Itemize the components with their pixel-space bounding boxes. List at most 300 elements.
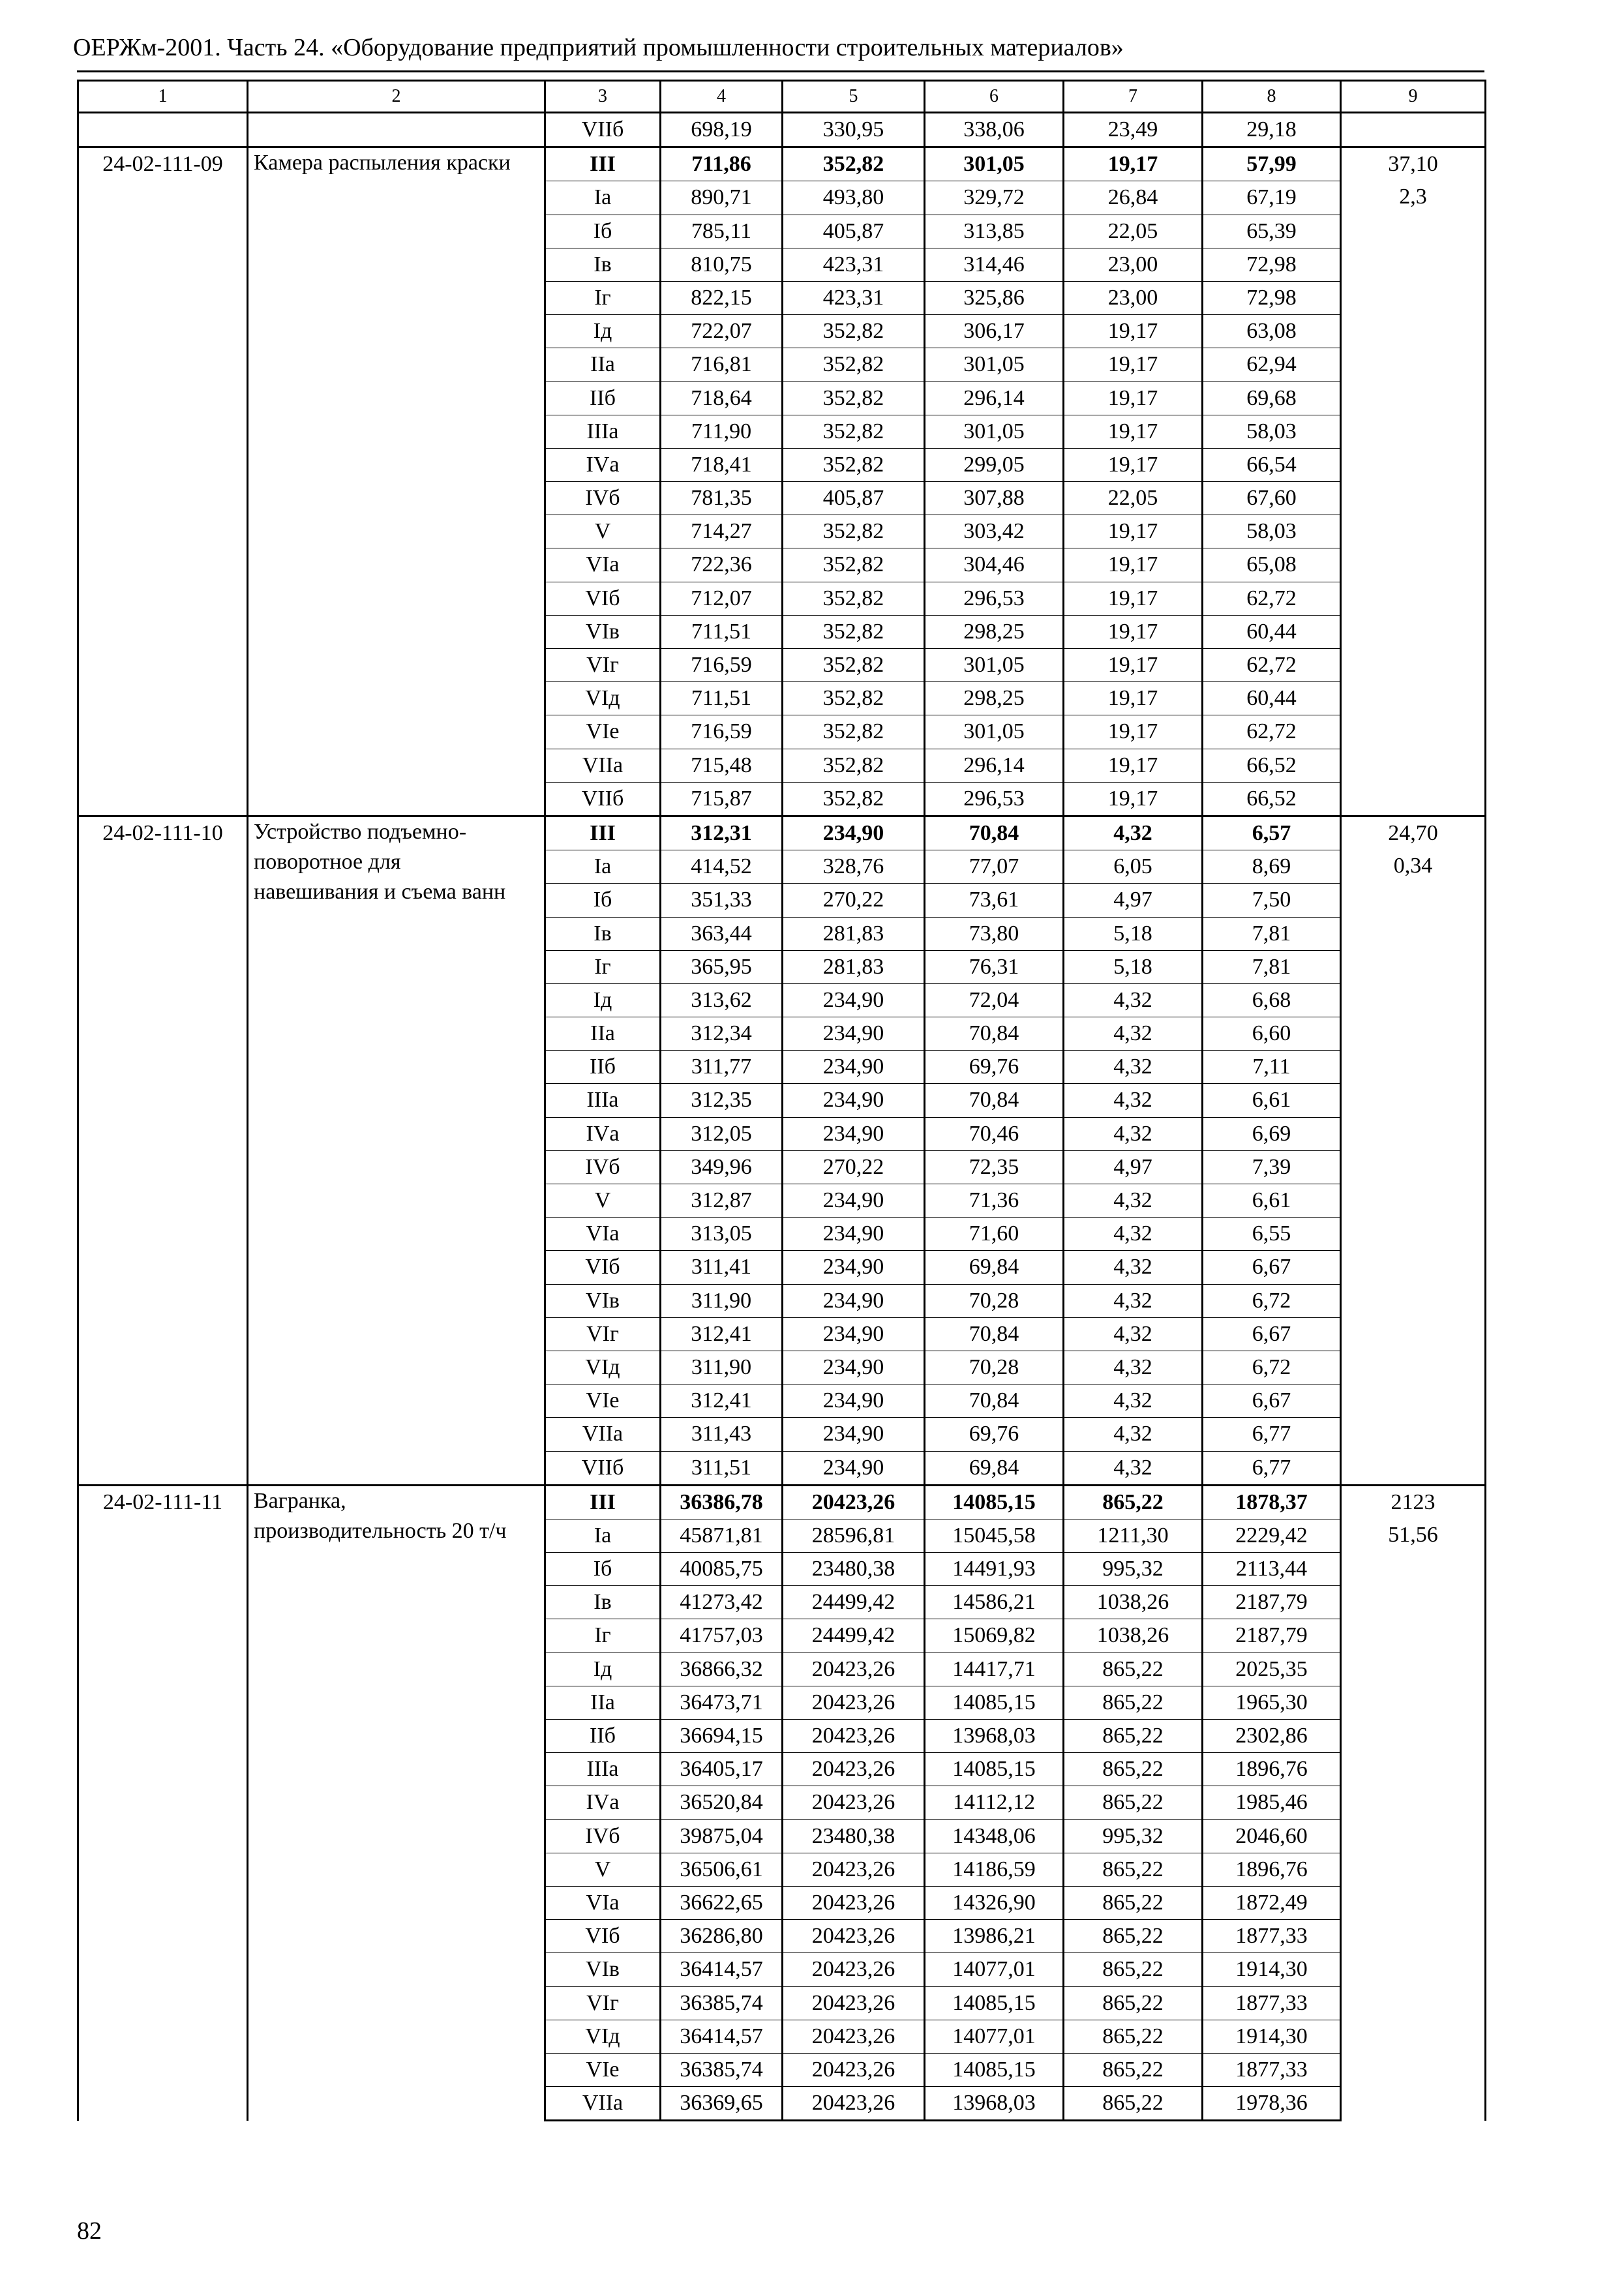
price-cell: 313,05 [661,1218,783,1251]
material-cell: 2113,44 [1203,1553,1341,1586]
material-cell: 6,55 [1203,1218,1341,1251]
machine-cell: 70,84 [925,816,1064,850]
column-number: 8 [1203,81,1341,113]
condition-cell: VIе [545,2053,661,2086]
material-cell: 65,39 [1203,215,1341,248]
wage-cell: 234,90 [783,1384,925,1418]
machine-cell: 14417,71 [925,1653,1064,1686]
wage-cell: 405,87 [783,215,925,248]
price-cell: 311,43 [661,1418,783,1451]
material-cell: 7,11 [1203,1051,1341,1084]
wage-cell: 330,95 [783,113,925,147]
coef-cell [1341,113,1486,147]
price-cell: 890,71 [661,181,783,215]
machine-cell: 325,86 [925,281,1064,314]
operator-wage-cell: 4,32 [1064,1351,1203,1384]
coefficient-value: 2123 [1391,1489,1436,1514]
material-cell: 67,19 [1203,181,1341,215]
coefficient-value: 51,56 [1388,1522,1438,1547]
machine-cell: 301,05 [925,415,1064,448]
condition-cell: IVа [545,448,661,481]
price-cell: 311,90 [661,1284,783,1317]
column-number: 9 [1341,81,1486,113]
material-cell: 6,61 [1203,1184,1341,1218]
condition-cell: IVа [545,1786,661,1819]
wage-cell: 352,82 [783,749,925,782]
wage-cell: 20423,26 [783,1853,925,1886]
rate-name-line: Вагранка, [254,1488,346,1513]
material-cell: 6,67 [1203,1317,1341,1351]
operator-wage-cell: 995,32 [1064,1819,1203,1853]
price-cell: 39875,04 [661,1819,783,1853]
column-number: 5 [783,81,925,113]
column-number: 4 [661,81,783,113]
wage-cell: 423,31 [783,281,925,314]
operator-wage-cell: 865,22 [1064,1986,1203,2020]
operator-wage-cell: 865,22 [1064,1953,1203,1986]
wage-cell: 352,82 [783,582,925,615]
wage-cell: 20423,26 [783,1886,925,1919]
wage-cell: 234,90 [783,1017,925,1051]
operator-wage-cell: 4,32 [1064,1418,1203,1451]
wage-cell: 234,90 [783,1251,925,1284]
condition-cell: Iа [545,850,661,884]
operator-wage-cell: 19,17 [1064,548,1203,582]
condition-cell: IIб [545,1051,661,1084]
material-cell: 7,39 [1203,1150,1341,1184]
rate-name [248,147,545,816]
material-cell: 6,67 [1203,1384,1341,1418]
column-number-row [78,81,1486,113]
operator-wage-cell: 4,32 [1064,1051,1203,1084]
price-cell: 40085,75 [661,1553,783,1586]
operator-wage-cell: 865,22 [1064,1653,1203,1686]
operator-wage-cell: 865,22 [1064,2053,1203,2086]
material-cell: 1914,30 [1203,1953,1341,1986]
operator-wage-cell: 4,32 [1064,1184,1203,1218]
price-cell: 312,31 [661,816,783,850]
condition-cell: VIг [545,1986,661,2020]
material-cell: 6,61 [1203,1084,1341,1117]
operator-wage-cell: 4,32 [1064,1451,1203,1485]
machine-cell: 301,05 [925,649,1064,682]
price-cell: 311,90 [661,1351,783,1384]
machine-cell: 314,46 [925,248,1064,281]
price-cell: 45871,81 [661,1519,783,1552]
document-header: ОЕРЖм-2001. Часть 24. «Оборудование предприятий промышленности строительных материалов» [73,34,1124,61]
wage-cell: 281,83 [783,917,925,950]
material-cell: 6,77 [1203,1451,1341,1485]
material-cell: 1872,49 [1203,1886,1341,1919]
condition-cell: VIг [545,1317,661,1351]
column-number: 1 [78,81,248,113]
machine-cell: 14077,01 [925,1953,1064,1986]
condition-cell: Iв [545,1586,661,1619]
material-cell: 2187,79 [1203,1586,1341,1619]
wage-cell: 234,90 [783,1051,925,1084]
wage-cell: 281,83 [783,950,925,983]
condition-cell: III [545,147,661,181]
condition-cell: VIв [545,615,661,648]
wage-cell: 270,22 [783,1150,925,1184]
condition-cell: IIб [545,1720,661,1753]
price-table [77,80,1486,2121]
wage-cell: 352,82 [783,615,925,648]
price-cell: 36385,74 [661,2053,783,2086]
machine-cell: 13968,03 [925,1720,1064,1753]
price-cell: 698,19 [661,113,783,147]
condition-cell: VIIа [545,1418,661,1451]
material-cell: 66,52 [1203,749,1341,782]
price-cell: 718,41 [661,448,783,481]
column-number: 6 [925,81,1064,113]
condition-cell: Iд [545,1653,661,1686]
material-cell: 6,67 [1203,1251,1341,1284]
price-cell: 36866,32 [661,1653,783,1686]
price-cell: 365,95 [661,950,783,983]
machine-cell: 14348,06 [925,1819,1064,1853]
price-cell: 36414,57 [661,1953,783,1986]
operator-wage-cell: 22,05 [1064,482,1203,515]
machine-cell: 14085,15 [925,2053,1064,2086]
price-cell: 311,77 [661,1051,783,1084]
machine-cell: 304,46 [925,548,1064,582]
machine-cell: 15045,58 [925,1519,1064,1552]
machine-cell: 14085,15 [925,1686,1064,1719]
operator-wage-cell: 865,22 [1064,1853,1203,1886]
wage-cell: 270,22 [783,884,925,917]
machine-cell: 70,84 [925,1084,1064,1117]
condition-cell: IVб [545,1150,661,1184]
condition-cell: VIд [545,682,661,715]
material-cell: 62,72 [1203,715,1341,749]
condition-cell: VIа [545,548,661,582]
machine-cell: 301,05 [925,348,1064,382]
condition-cell: Iд [545,983,661,1017]
material-cell: 7,50 [1203,884,1341,917]
wage-cell: 234,90 [783,1418,925,1451]
operator-wage-cell: 4,32 [1064,1117,1203,1150]
condition-cell: Iа [545,1519,661,1552]
condition-cell: VIIа [545,749,661,782]
rate-code: 24-02-111-11 [78,1485,248,2121]
material-cell: 2025,35 [1203,1653,1341,1686]
operator-wage-cell: 5,18 [1064,950,1203,983]
wage-cell: 28596,81 [783,1519,925,1552]
wage-cell: 405,87 [783,482,925,515]
machine-cell: 14085,15 [925,1753,1064,1786]
wage-cell: 20423,26 [783,1686,925,1719]
condition-cell: VIб [545,1251,661,1284]
wage-cell: 24499,42 [783,1619,925,1653]
wage-cell: 352,82 [783,515,925,548]
material-cell: 7,81 [1203,917,1341,950]
price-cell: 712,07 [661,582,783,615]
condition-cell: Iа [545,181,661,215]
wage-cell: 352,82 [783,782,925,816]
operator-wage-cell: 865,22 [1064,1753,1203,1786]
operator-wage-cell: 19,17 [1064,315,1203,348]
operator-wage-cell: 1038,26 [1064,1586,1203,1619]
rate-name [248,816,545,1485]
price-cell: 716,81 [661,348,783,382]
price-cell: 36286,80 [661,1920,783,1953]
price-cell: 781,35 [661,482,783,515]
code-cell [78,113,248,147]
machine-cell: 70,84 [925,1317,1064,1351]
machine-cell: 307,88 [925,482,1064,515]
material-cell: 6,72 [1203,1284,1341,1317]
material-cell: 6,77 [1203,1418,1341,1451]
operator-wage-cell: 865,22 [1064,1786,1203,1819]
wage-cell: 20423,26 [783,1485,925,1519]
operator-wage-cell: 19,17 [1064,582,1203,615]
operator-wage-cell: 19,17 [1064,382,1203,415]
header-rule [77,70,1484,72]
operator-wage-cell: 19,17 [1064,147,1203,181]
condition-cell: III [545,816,661,850]
operator-wage-cell: 995,32 [1064,1553,1203,1586]
material-cell: 65,08 [1203,548,1341,582]
wage-cell: 352,82 [783,448,925,481]
wage-cell: 352,82 [783,548,925,582]
material-cell: 1896,76 [1203,1753,1341,1786]
material-cell: 72,98 [1203,281,1341,314]
price-cell: 41273,42 [661,1586,783,1619]
rate-code: 24-02-111-09 [78,147,248,816]
operator-wage-cell: 22,05 [1064,215,1203,248]
machine-cell: 296,53 [925,582,1064,615]
operator-wage-cell: 4,32 [1064,816,1203,850]
machine-cell: 306,17 [925,315,1064,348]
table-body [78,81,1486,2121]
condition-cell: Iг [545,281,661,314]
material-cell: 1985,46 [1203,1786,1341,1819]
operator-wage-cell: 4,32 [1064,1218,1203,1251]
operator-wage-cell: 865,22 [1064,2087,1203,2121]
machine-cell: 14085,15 [925,1485,1064,1519]
operator-wage-cell: 23,00 [1064,281,1203,314]
machine-cell: 14077,01 [925,2020,1064,2053]
material-cell: 1896,76 [1203,1853,1341,1886]
material-cell: 1877,33 [1203,1920,1341,1953]
wage-cell: 234,90 [783,1317,925,1351]
condition-cell: Iв [545,248,661,281]
material-cell: 62,72 [1203,582,1341,615]
machine-cell: 301,05 [925,715,1064,749]
operator-wage-cell: 19,17 [1064,348,1203,382]
price-cell: 36405,17 [661,1753,783,1786]
condition-cell: Iб [545,215,661,248]
machine-cell: 299,05 [925,448,1064,481]
machine-cell: 14586,21 [925,1586,1064,1619]
price-cell: 822,15 [661,281,783,314]
price-cell: 311,51 [661,1451,783,1485]
machine-cell: 73,61 [925,884,1064,917]
machine-cell: 14326,90 [925,1886,1064,1919]
condition-cell: Iв [545,917,661,950]
rate-coefficients [1341,147,1486,816]
operator-wage-cell: 4,32 [1064,1251,1203,1284]
price-cell: 36385,74 [661,1986,783,2020]
price-cell: 414,52 [661,850,783,884]
condition-cell: V [545,1184,661,1218]
condition-cell: Iб [545,1553,661,1586]
machine-cell: 69,76 [925,1418,1064,1451]
material-cell: 8,69 [1203,850,1341,884]
operator-wage-cell: 23,00 [1064,248,1203,281]
wage-cell: 352,82 [783,415,925,448]
operator-wage-cell: 6,05 [1064,850,1203,884]
condition-cell: VIа [545,1218,661,1251]
operator-wage-cell: 26,84 [1064,181,1203,215]
condition-cell: Iб [545,884,661,917]
machine-cell: 76,31 [925,950,1064,983]
wage-cell: 234,90 [783,1184,925,1218]
material-cell: 6,60 [1203,1017,1341,1051]
price-cell: 810,75 [661,248,783,281]
operator-wage-cell: 19,17 [1064,682,1203,715]
table-row [78,816,1486,850]
operator-wage-cell: 19,17 [1064,715,1203,749]
condition-cell: Iг [545,950,661,983]
machine-cell: 296,14 [925,749,1064,782]
operator-wage-cell: 4,32 [1064,1084,1203,1117]
rate-name-line: Камера распыления краски [254,151,511,175]
wage-cell: 352,82 [783,649,925,682]
price-cell: 41757,03 [661,1619,783,1653]
wage-cell: 234,90 [783,1284,925,1317]
condition-cell: VIб [545,582,661,615]
condition-cell: IVа [545,1117,661,1150]
material-cell: 60,44 [1203,615,1341,648]
operator-wage-cell: 5,18 [1064,917,1203,950]
price-cell: 312,87 [661,1184,783,1218]
machine-cell: 298,25 [925,615,1064,648]
condition-cell: IVб [545,482,661,515]
machine-cell: 329,72 [925,181,1064,215]
machine-cell: 298,25 [925,682,1064,715]
wage-cell: 20423,26 [783,1920,925,1953]
price-cell: 36369,65 [661,2087,783,2121]
price-cell: 363,44 [661,917,783,950]
material-cell: 66,52 [1203,782,1341,816]
material-cell: 63,08 [1203,315,1341,348]
price-cell: 312,34 [661,1017,783,1051]
table-row [78,1485,1486,1519]
page-number: 82 [77,2217,102,2245]
condition-cell: III [545,1485,661,1519]
machine-cell: 77,07 [925,850,1064,884]
price-cell: 718,64 [661,382,783,415]
material-cell: 1878,37 [1203,1485,1341,1519]
wage-cell: 23480,38 [783,1553,925,1586]
coefficient-value: 37,10 [1388,152,1438,177]
condition-cell: VIв [545,1284,661,1317]
price-cell: 312,05 [661,1117,783,1150]
condition-cell: VIб [545,1920,661,1953]
operator-wage-cell: 865,22 [1064,1686,1203,1719]
coefficient-value: 0,34 [1393,853,1433,878]
operator-wage-cell: 19,17 [1064,448,1203,481]
price-cell: 313,62 [661,983,783,1017]
material-cell: 1965,30 [1203,1686,1341,1719]
machine-cell: 70,28 [925,1351,1064,1384]
price-cell: 36414,57 [661,2020,783,2053]
price-cell: 349,96 [661,1150,783,1184]
price-cell: 711,86 [661,147,783,181]
rate-name-line: поворотное для [254,849,401,874]
condition-cell: VIд [545,2020,661,2053]
condition-cell: V [545,1853,661,1886]
wage-cell: 328,76 [783,850,925,884]
machine-cell: 338,06 [925,113,1064,147]
machine-cell: 14112,12 [925,1786,1064,1819]
operator-wage-cell: 4,32 [1064,1284,1203,1317]
machine-cell: 73,80 [925,917,1064,950]
rate-name-line: навешивания и съема ванн [254,879,506,904]
material-cell: 2229,42 [1203,1519,1341,1552]
wage-cell: 352,82 [783,682,925,715]
machine-cell: 13986,21 [925,1920,1064,1953]
wage-cell: 234,90 [783,1351,925,1384]
material-cell: 72,98 [1203,248,1341,281]
condition-cell: VIг [545,649,661,682]
machine-cell: 70,84 [925,1384,1064,1418]
price-cell: 715,48 [661,749,783,782]
price-cell: 716,59 [661,649,783,682]
machine-cell: 313,85 [925,215,1064,248]
machine-cell: 69,84 [925,1451,1064,1485]
material-cell: 1914,30 [1203,2020,1341,2053]
machine-cell: 69,84 [925,1251,1064,1284]
operator-wage-cell: 4,32 [1064,1017,1203,1051]
price-cell: 36694,15 [661,1720,783,1753]
wage-cell: 234,90 [783,983,925,1017]
coefficient-value: 24,70 [1388,820,1438,845]
price-cell: 36622,65 [661,1886,783,1919]
name-cell [248,113,545,147]
machine-cell: 296,53 [925,782,1064,816]
material-cell: 62,94 [1203,348,1341,382]
material-cell: 62,72 [1203,649,1341,682]
price-cell: 312,35 [661,1084,783,1117]
operator-wage-cell: 4,32 [1064,1317,1203,1351]
wage-cell: 234,90 [783,816,925,850]
operator-wage-cell: 865,22 [1064,1720,1203,1753]
machine-cell: 15069,82 [925,1619,1064,1653]
machine-cell: 14491,93 [925,1553,1064,1586]
price-cell: 722,07 [661,315,783,348]
machine-cell: 301,05 [925,147,1064,181]
condition-cell: IVб [545,1819,661,1853]
wage-cell: 423,31 [783,248,925,281]
operator-wage-cell: 19,17 [1064,415,1203,448]
wage-cell: 20423,26 [783,2087,925,2121]
price-cell: 711,51 [661,615,783,648]
wage-cell: 234,90 [783,1218,925,1251]
machine-cell: 13968,03 [925,2087,1064,2121]
condition-cell: Iг [545,1619,661,1653]
price-cell: 711,51 [661,682,783,715]
material-cell: 57,99 [1203,147,1341,181]
material-cell: 2046,60 [1203,1819,1341,1853]
material-cell: 2302,86 [1203,1720,1341,1753]
operator-wage-cell: 1211,30 [1064,1519,1203,1552]
condition-cell: VIе [545,1384,661,1418]
price-cell: 714,27 [661,515,783,548]
operator-wage-cell: 19,17 [1064,749,1203,782]
